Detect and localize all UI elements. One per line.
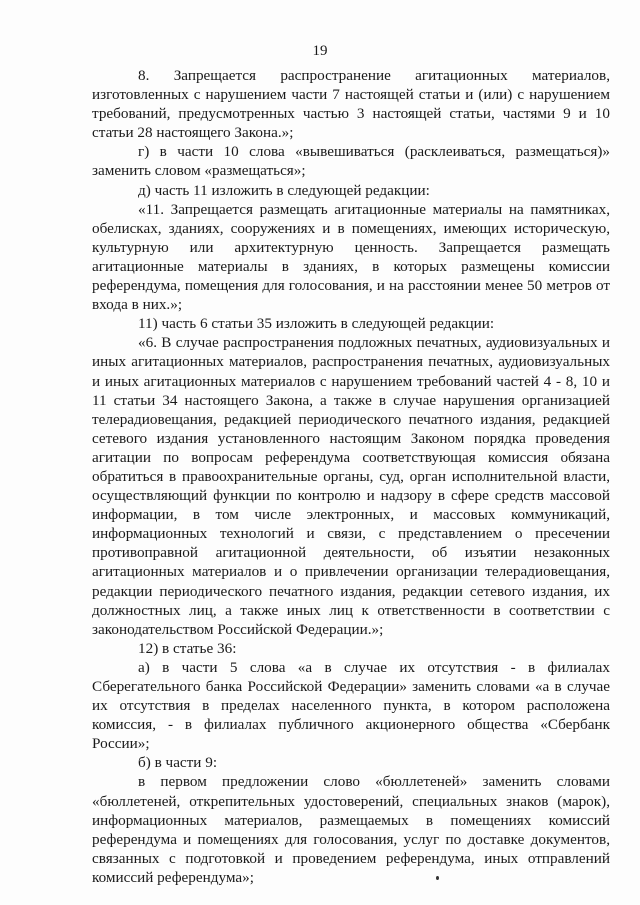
scan-speck [436,876,439,880]
page-number: 19 [312,43,328,59]
paragraph-clause-8: 8. Запрещается распространение агитационных материалов, изготовленных с нарушением части 7 настоящей статьи и (или) с нарушением требований, предусмотренных частью 3 настоящей статьи, частями 9 и 10 статьи 28 настоящего Закона.»; [92,67,610,142]
paragraph-clause-6: «6. В случае распространения подложных печатных, аудиовизуальных и иных агитационных материалов, распространения печатных, аудиовизуальных и иных агитационных материалов с нарушением требований частей 4 - 8, 10 и 11 статьи 34 настоящего Закона, а также в случае нарушения организацией телерадиовещания, редакцией периодического печатного издания, редакцией сетевого издания установленного настоящим Законом порядка проведения агитации по вопросам референдума соответствующая комиссия обязана обратиться в правоохранительные органы, суд, орган исполнительной власти, осуществляющий функции по контролю и надзору в сфере средств массовой информации, в том числе электронных, и массовых коммуникаций, информационных технологий и связи, с представлением о пресечении противоправной агитационной деятельности, об изъятии незаконных агитационных материалов и о привлечении организации телерадиовещания, редакции периодического печатного издания, редакции сетевого издания, их должностных лиц, а также иных лиц к ответственности в соответствии с законодательством Российской Федерации.»; [92,334,610,638]
paragraph-item-12: 12) в статье 36: [138,639,237,657]
paragraph-item-a: а) в части 5 слова «а в случае их отсутствия - в филиалах Сберегательного банка Российской Федерации» заменить словами «а в случае их отсутствия в пределах населенного пункта, в котором расположена комиссия, - в филиалах публичного акционерного общества «Сбербанк России»; [92,658,610,753]
paragraph-item-g: г) в части 10 слова «вывешиваться (расклеиваться, размещаться)» заменить словом «размещаться»; [92,143,610,180]
paragraph-clause-11: «11. Запрещается размещать агитационные материалы на памятниках, обелисках, зданиях, сооружениях и в помещениях, имеющих историческую, культурную или архитектурную ценность. Запрещается размещать агитационные материалы в зданиях, в которых размещены комиссии референдума, помещения для голосования, и на расстоянии менее 50 метров от входа в них.»; [92,200,610,314]
paragraph-item-11: 11) часть 6 статьи 35 изложить в следующей редакции: [138,315,495,333]
paragraph-item-b: б) в части 9: [138,754,218,772]
document-body [92,66,610,887]
paragraph-item-d: д) часть 11 изложить в следующей редакции: [138,181,430,199]
paragraph-first-sentence: в первом предложении слово «бюллетеней» заменить словами «бюллетеней, открепительных удостоверений, специальных знаков (марок), информационных материалов, размещаемых в помещениях комиссий референдума и помещениях для голосования, услуг по доставке документов, связанных с подготовкой и проведением референдума, иных отправлений комиссий референдума»; [92,773,610,886]
